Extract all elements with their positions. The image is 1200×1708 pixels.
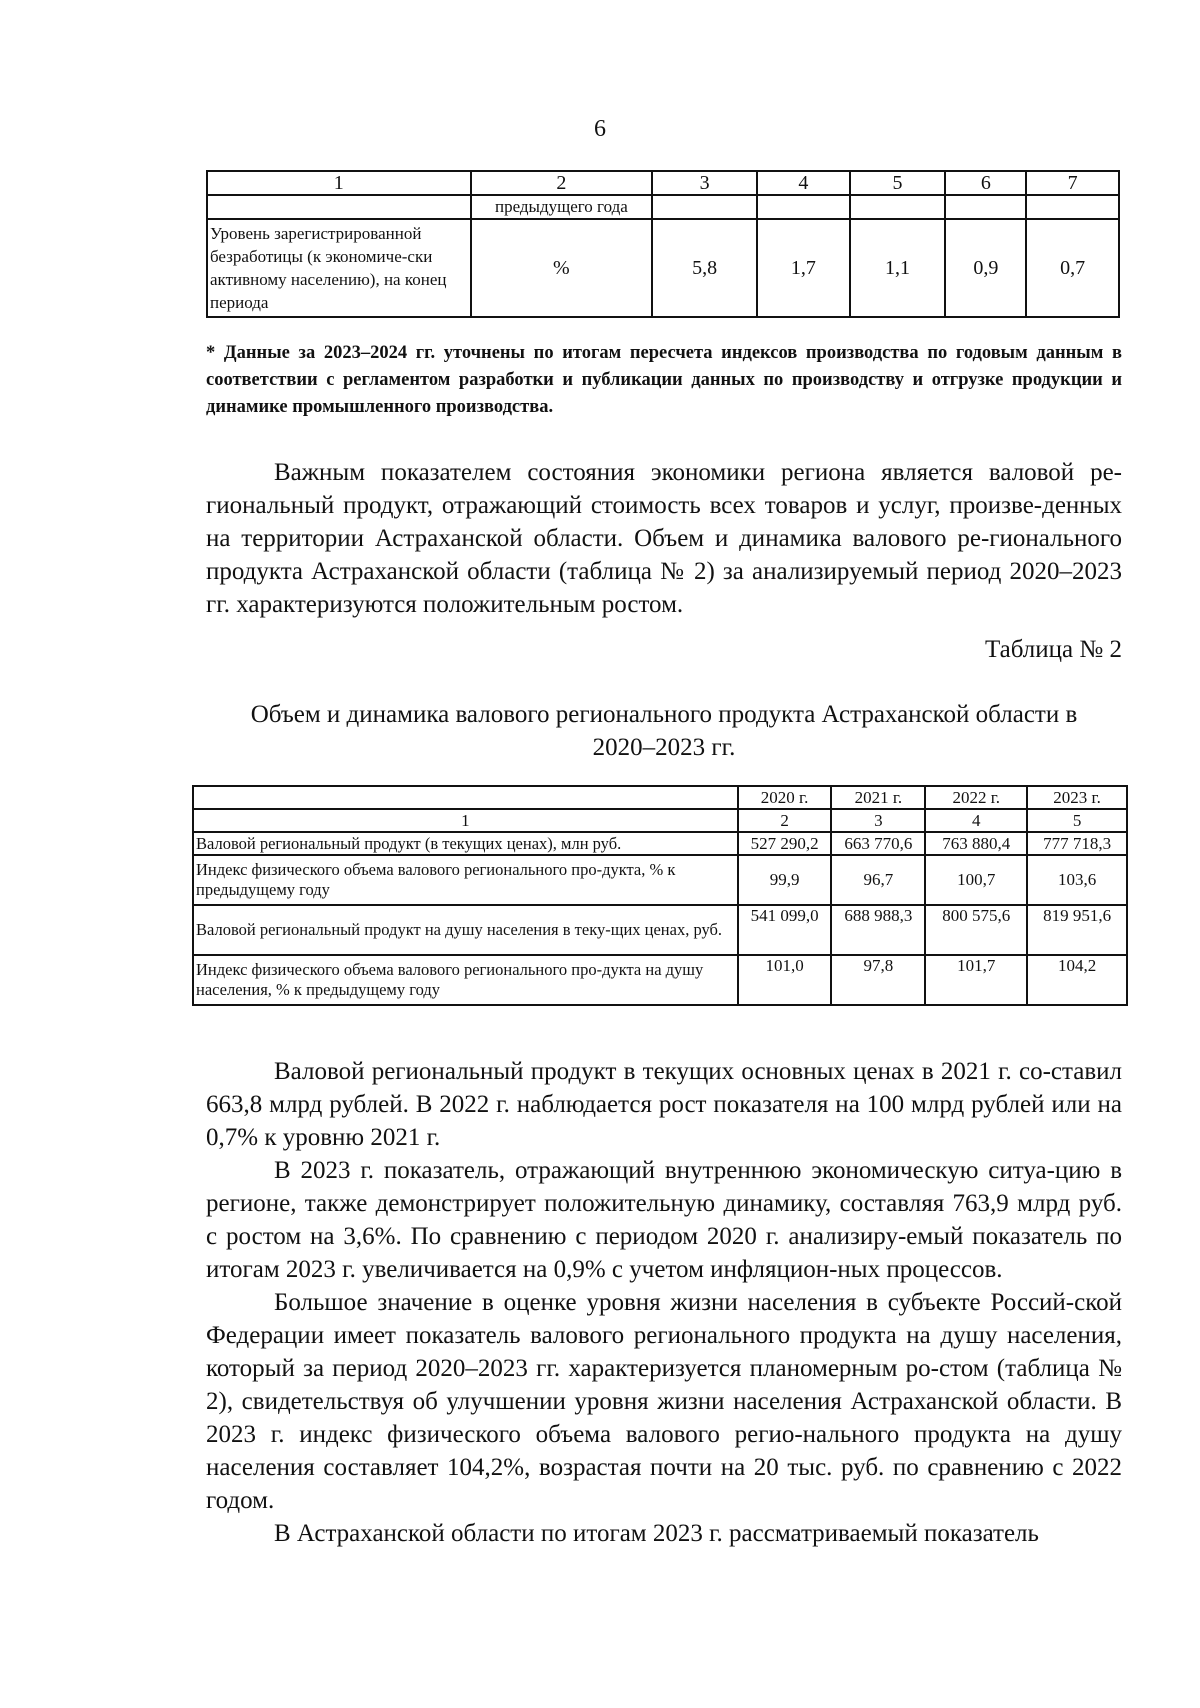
- table-cell: 96,7: [831, 855, 925, 905]
- table-cell: 688 988,3: [831, 905, 925, 955]
- table-cell: 5: [1027, 809, 1127, 832]
- table-cell: предыдущего года: [471, 195, 653, 219]
- table-2-column-numbers: [193, 809, 1127, 832]
- table-cell: 0,9: [945, 219, 1026, 317]
- table-cell: [757, 195, 850, 219]
- table-cell: 101,0: [738, 955, 832, 1005]
- table-1-continuation-row: [207, 195, 1119, 219]
- table-row: [193, 855, 1127, 905]
- table-cell: 2022 г.: [925, 786, 1027, 809]
- table-2-grp: [192, 785, 1128, 1006]
- table-1-unemployment: [206, 170, 1120, 318]
- table-row: [193, 905, 1127, 955]
- table-cell: 800 575,6: [925, 905, 1027, 955]
- table-2-title: [200, 698, 1128, 764]
- table-cell: 1: [207, 171, 471, 195]
- table-cell: 777 718,3: [1027, 832, 1127, 855]
- table-cell: 103,6: [1027, 855, 1127, 905]
- table-row: [193, 955, 1127, 1005]
- table-2-title-line-2: 2020–2023 гг.: [592, 734, 736, 761]
- table-cell: 6: [945, 171, 1026, 195]
- table-cell: 541 099,0: [738, 905, 832, 955]
- table-cell: 0,7: [1026, 219, 1119, 317]
- table-1-column-numbers: [207, 171, 1119, 195]
- table-cell: 7: [1026, 171, 1119, 195]
- table-cell: 3: [831, 809, 925, 832]
- table-cell: 1,7: [757, 219, 850, 317]
- table-cell: 5,8: [652, 219, 757, 317]
- paragraph-1: Важным показателем состояния экономики региона является валовой ре-гиональный продукт, отражающий стоимость всех товаров и услуг, произве-денных на территории Астраханской области. Объем и динамика валового ре-гионального продукта Астраханской области (таблица № 2) за анализируемый период 2020–2023 гг. характеризуются положительным ростом.: [206, 459, 1122, 618]
- table-cell: 527 290,2: [738, 832, 832, 855]
- row-label: Индекс физического объема валового регионального про-дукта, % к предыдущему году: [193, 855, 738, 905]
- table-cell: 2020 г.: [738, 786, 832, 809]
- table-cell: 4: [925, 809, 1027, 832]
- table-cell: [850, 195, 946, 219]
- table-2-years-row: [193, 786, 1127, 809]
- paragraph-2: Валовой региональный продукт в текущих основных ценах в 2021 г. со-ставил 663,8 млрд рублей. В 2022 г. наблюдается рост показателя на 100 млрд рублей или на 0,7% к уровню 2021 г.: [206, 1058, 1122, 1151]
- table-cell: 1: [193, 809, 738, 832]
- table-2-caption: Таблица № 2: [984, 636, 1122, 663]
- table-cell: 763 880,4: [925, 832, 1027, 855]
- row-unit: %: [471, 219, 653, 317]
- table-cell: 97,8: [831, 955, 925, 1005]
- paragraph-5: В Астраханской области по итогам 2023 г. рассматриваемый показатель: [274, 1520, 1039, 1547]
- row-label: Валовой региональный продукт (в текущих ценах), млн руб.: [193, 832, 738, 855]
- table-cell: 104,2: [1027, 955, 1127, 1005]
- table-row: [207, 219, 1119, 317]
- table-cell: 2: [471, 171, 653, 195]
- table-cell: 1,1: [850, 219, 946, 317]
- page-number: 6: [594, 116, 606, 142]
- table-cell: 4: [757, 171, 850, 195]
- paragraph-4: Большое значение в оценке уровня жизни населения в субъекте Россий-ской Федерации имеет показатель валового регионального продукта на душу населения, который за период 2020–2023 гг. характеризуется планомерным ро-стом (таблица № 2), свидетельствуя об улучшении уровня жизни населения Астраханской области. В 2023 г. индекс физического объема валового регио-нального продукта на душу населения составляет 104,2%, возрастая почти на 20 тыс. руб. по сравнению с 2022 годом.: [206, 1289, 1122, 1514]
- table-cell: [1026, 195, 1119, 219]
- table-cell: 663 770,6: [831, 832, 925, 855]
- footnote: * Данные за 2023–2024 гг. уточнены по итогам пересчета индексов производства по годовым данным в соответствии с регламентом разработки и публикации данных по производству и отгрузке продукции и динамике промышленного производства.: [206, 343, 1122, 417]
- paragraph-3: В 2023 г. показатель, отражающий внутреннюю экономическую ситуа-цию в регионе, также демонстрирует положительную динамику, составляя 763,9 млрд руб. с ростом на 3,6%. По сравнению с периодом 2020 г. анализиру-емый показатель по итогам 2023 г. увеличивается на 0,9% с учетом инфляцион-ных процессов.: [206, 1157, 1122, 1283]
- table-cell: 101,7: [925, 955, 1027, 1005]
- row-label: Валовой региональный продукт на душу населения в теку-щих ценах, руб.: [193, 905, 738, 955]
- table-cell: [652, 195, 757, 219]
- row-label: Уровень зарегистрированной безработицы (к экономиче-ски активному населению), на конец периода: [207, 219, 471, 317]
- table-cell: [945, 195, 1026, 219]
- table-cell: 99,9: [738, 855, 832, 905]
- table-cell: 3: [652, 171, 757, 195]
- table-cell: 819 951,6: [1027, 905, 1127, 955]
- table-cell: 2023 г.: [1027, 786, 1127, 809]
- table-cell: 2021 г.: [831, 786, 925, 809]
- table-2-title-line-1: Объем и динамика валового регионального продукта Астраханской области в: [250, 701, 1078, 728]
- table-cell: 2: [738, 809, 832, 832]
- table-row: [193, 832, 1127, 855]
- row-label: Индекс физического объема валового регионального про-дукта на душу населения, % к предыдущему году: [193, 955, 738, 1005]
- table-cell: [207, 195, 471, 219]
- table-cell: 100,7: [925, 855, 1027, 905]
- table-cell: 5: [850, 171, 946, 195]
- table-cell: [193, 786, 738, 809]
